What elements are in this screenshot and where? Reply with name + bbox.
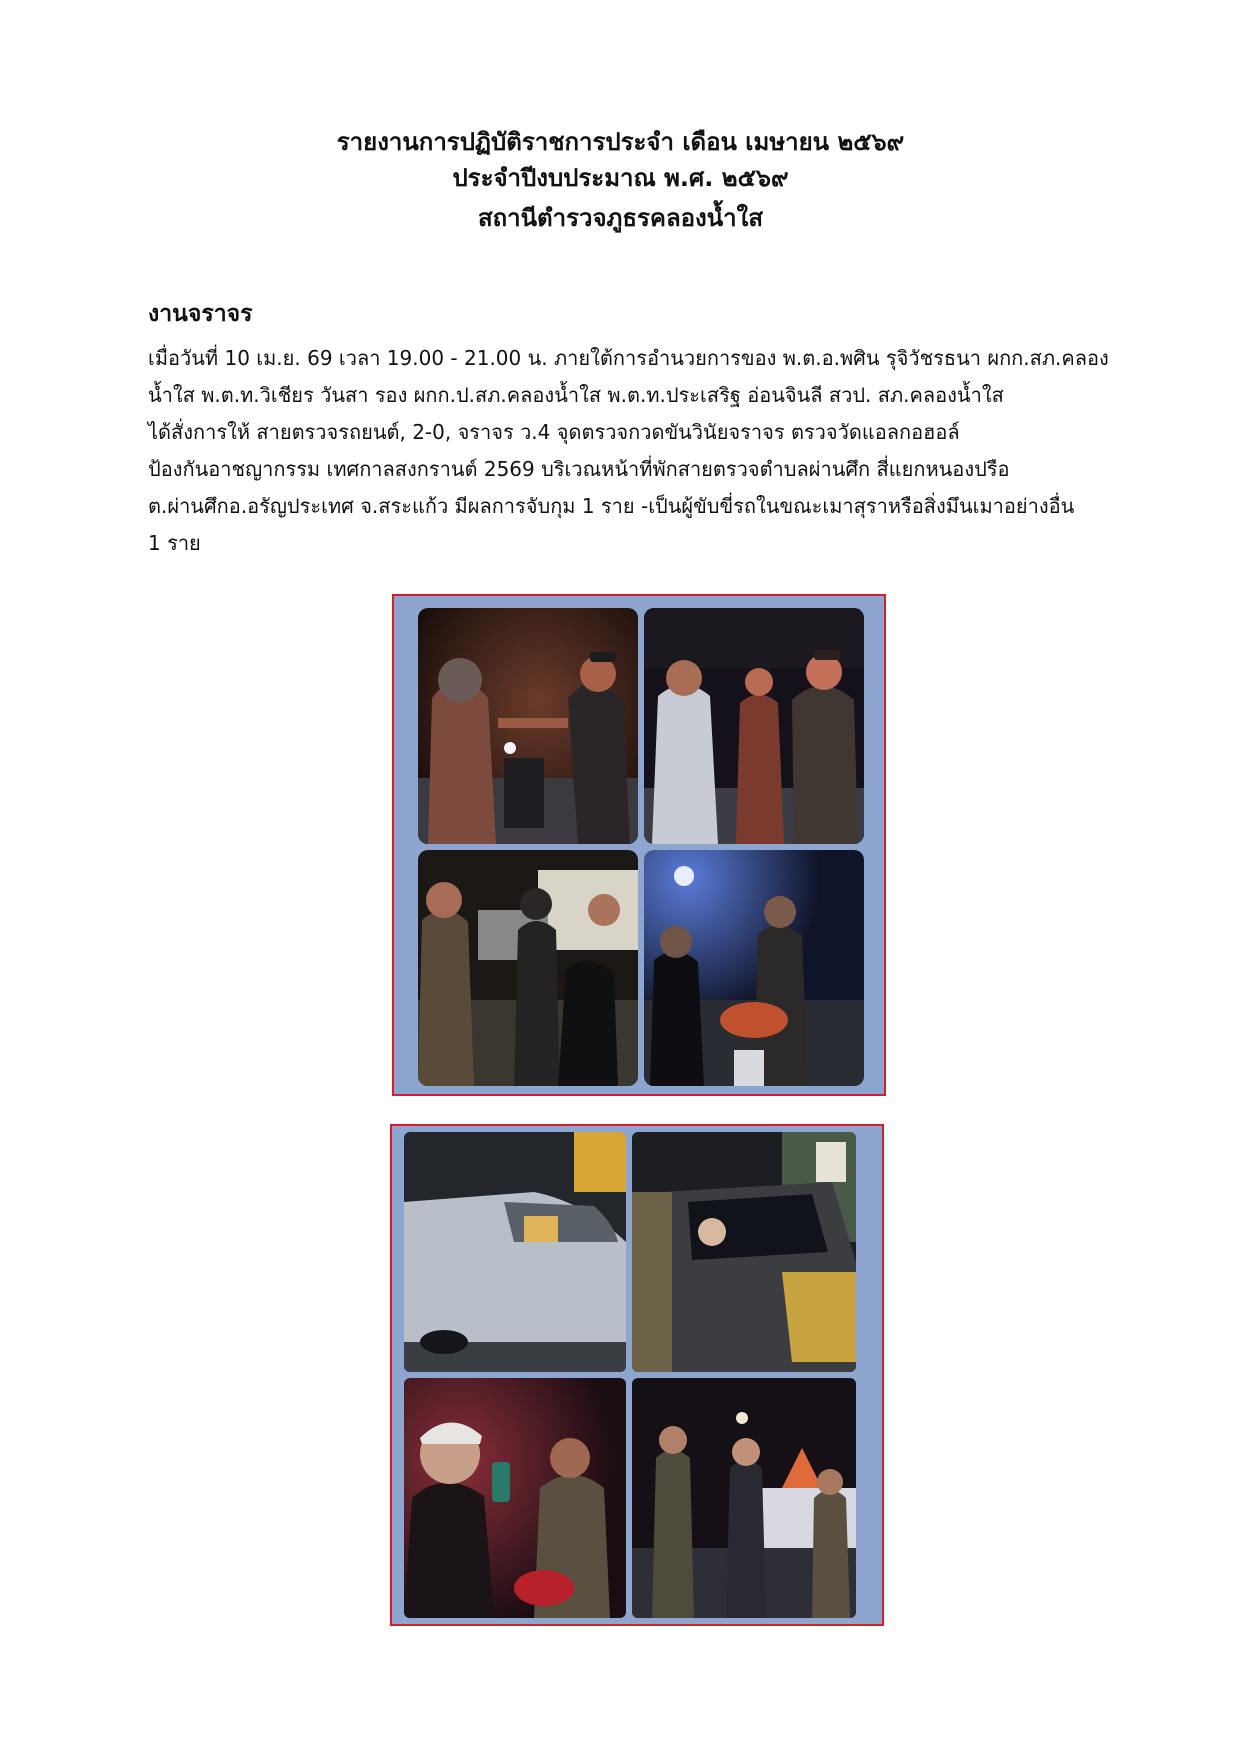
paragraph-line: น้ำใส พ.ต.ท.วิเชียร วันสา รอง ผกก.ป.สภ.คลองน้ำใส พ.ต.ท.ประเสริฐ อ่อนจินลี สวป. สภ.คลองน้ำใส (148, 383, 1004, 407)
paragraph-line: ป้องกันอาชญากรรม เทศกาลสงกรานต์ 2569 บริเวณหน้าที่พักสายตรวจตำบลผ่านศึก สี่แยกหนองปรือ (148, 457, 1010, 481)
photo-alcohol-test-closeup (404, 1378, 626, 1618)
photo-officers-testing (644, 608, 864, 844)
photo-pickup-truck-check (404, 1132, 626, 1372)
photo-officers-roadside (632, 1378, 856, 1618)
paragraph-line: ต.ผ่านศึกอ.อรัญประเทศ จ.สระแก้ว มีผลการจับกุม 1 ราย -เป็นผู้ขับขี่รถในขณะเมาสุราหรือสิ่งมึนเมาอย่างอื่น (148, 494, 1075, 518)
paragraph-line: 1 ราย (148, 531, 201, 555)
paragraph-line: ได้สั่งการให้ สายตรวจรถยนต์, 2-0, จราจร ว.4 จุดตรวจกวดขันวินัยจราจร ตรวจวัดแอลกอฮอล์ (148, 420, 960, 444)
section-paragraph (148, 340, 1123, 562)
paragraph-line: เมื่อวันที่ 10 เม.ย. 69 เวลา 19.00 - 21.00 น. ภายใต้การอำนวยการของ พ.ต.อ.พศิน รุจิวัชรธนา ผกก.สภ.คลอง (148, 346, 1109, 370)
photo-driver-inspection (632, 1132, 856, 1372)
photo-checkpoint-breathalyzer (418, 608, 638, 844)
report-title: รายงานการปฏิบัติราชการประจำ เดือน เมษายน ๒๕๖๙ (336, 128, 905, 156)
photo-collage-2 (390, 1124, 884, 1626)
photo-collage-1 (392, 594, 886, 1096)
photo-motorcycle-inspection (418, 850, 638, 1086)
report-fiscal-year: ประจำปีงบประมาณ พ.ศ. ๒๕๖๙ (452, 164, 789, 192)
report-station: สถานีตำรวจภูธรคลองน้ำใส (477, 204, 764, 232)
photo-night-checkpoint (644, 850, 864, 1086)
section-heading: งานจราจร (148, 301, 253, 327)
